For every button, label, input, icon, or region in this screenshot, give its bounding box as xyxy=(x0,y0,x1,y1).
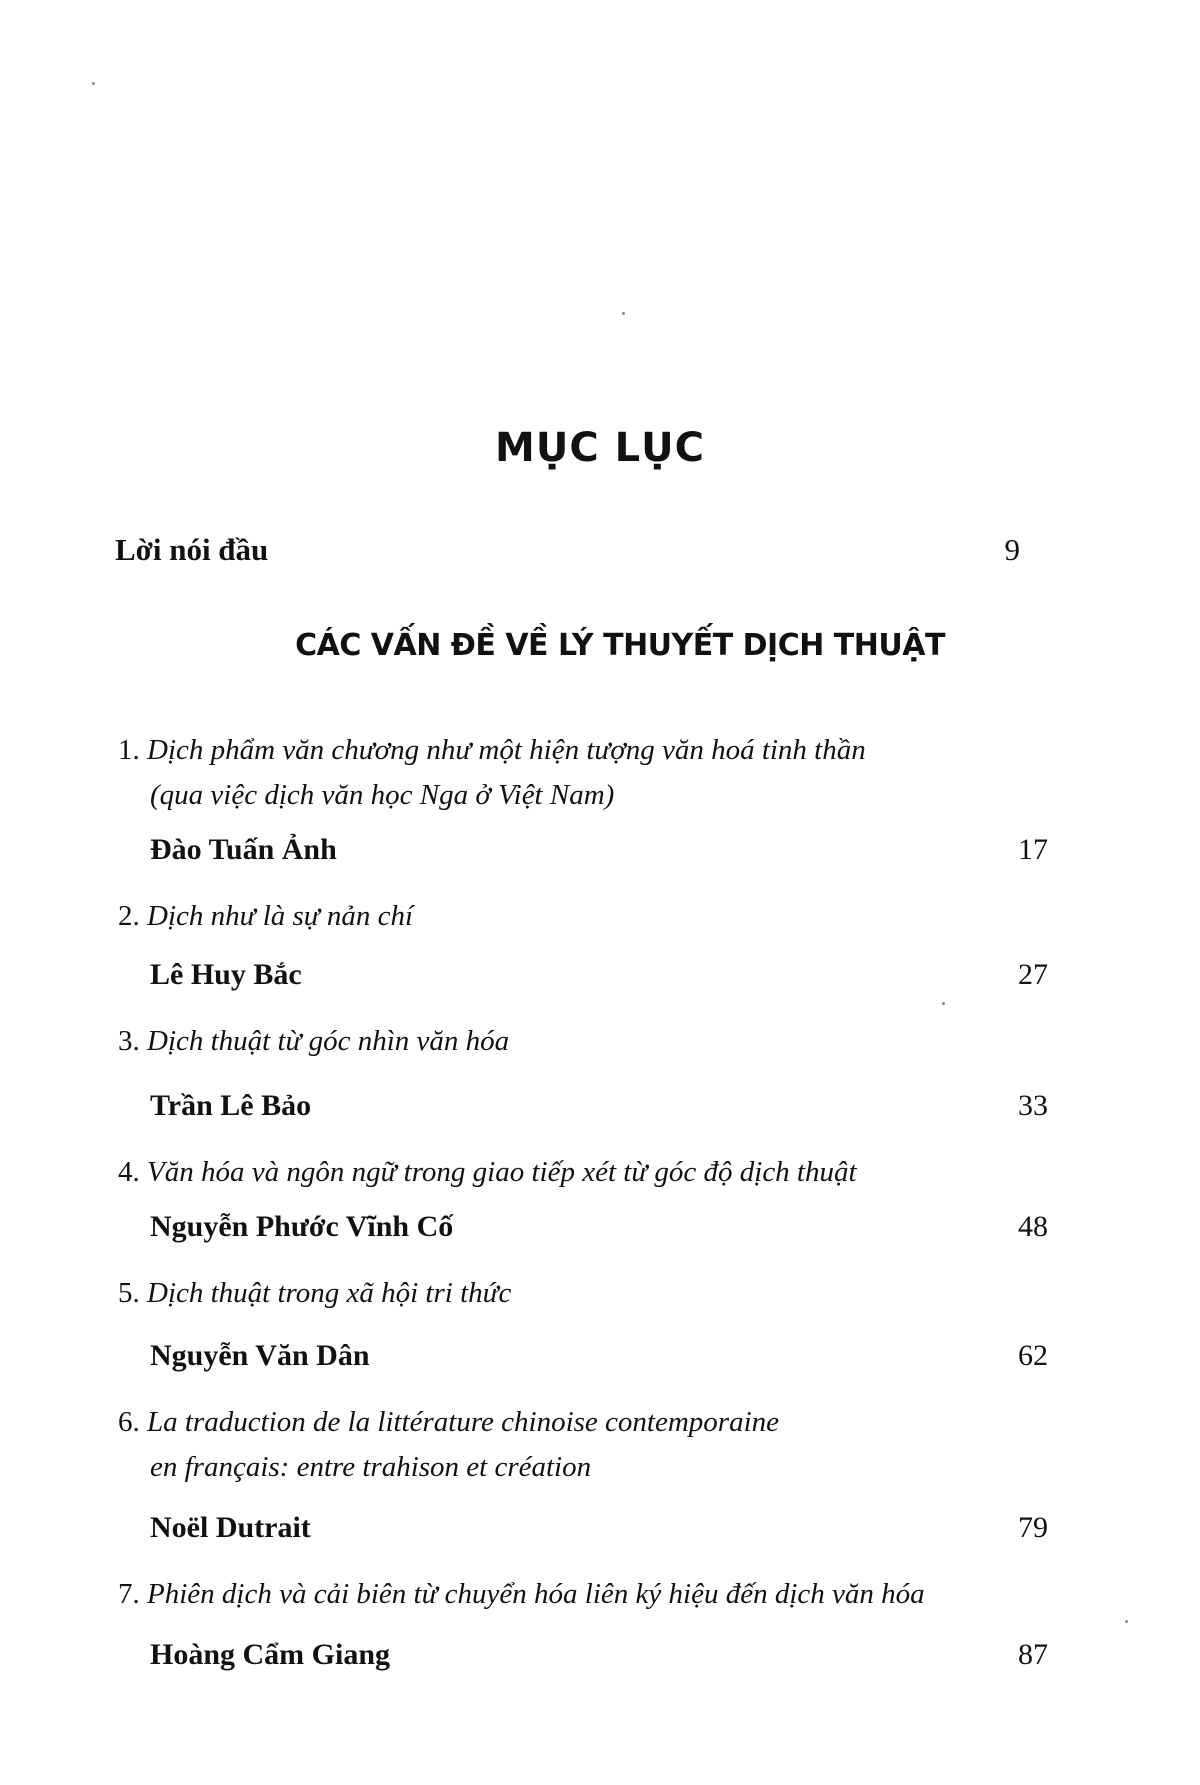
entry-title xyxy=(118,1019,1048,1064)
entry-author: Lê Huy Bắc xyxy=(150,958,302,991)
entry-number: 1. xyxy=(118,734,140,766)
entry-number: 6. xyxy=(118,1406,140,1438)
scan-speck xyxy=(622,312,625,315)
toc-entry[interactable] xyxy=(118,728,1048,874)
entry-number: 7. xyxy=(118,1578,140,1610)
entry-author-row xyxy=(118,1332,1048,1380)
entry-author: Trần Lê Bảo xyxy=(150,1089,312,1122)
toc-entry[interactable] xyxy=(118,1150,1048,1251)
toc-entry[interactable] xyxy=(118,1019,1048,1130)
entry-title xyxy=(118,894,1048,939)
entry-title xyxy=(118,728,1048,818)
entry-page: 48 xyxy=(1018,1210,1048,1243)
entry-author: Nguyễn Văn Dân xyxy=(150,1339,370,1372)
entry-page: 27 xyxy=(1018,958,1048,991)
scan-speck xyxy=(92,82,95,85)
entry-number: 2. xyxy=(118,900,140,932)
entry-author-row xyxy=(118,1504,1048,1552)
entry-page: 17 xyxy=(1018,833,1048,866)
entry-title xyxy=(118,1150,1048,1195)
entry-author: Noël Dutrait xyxy=(150,1511,311,1544)
entry-author-row xyxy=(118,1203,1048,1251)
entry-page: 79 xyxy=(1018,1511,1048,1544)
entry-number: 5. xyxy=(118,1277,140,1309)
entry-title-line: en français: entre trahison et création xyxy=(150,1451,592,1483)
toc-title: MỤC LỤC xyxy=(495,425,705,471)
entry-title-line: Phiên dịch và cải biên từ chuyển hóa liên ký hiệu đến dịch văn hóa xyxy=(147,1578,925,1610)
preface-label: Lời nói đầu xyxy=(115,532,269,567)
entry-title-line: Dịch thuật trong xã hội tri thức xyxy=(147,1277,512,1309)
entry-title xyxy=(118,1400,1048,1490)
entry-page: 33 xyxy=(1018,1089,1048,1122)
entry-author-row xyxy=(118,1082,1048,1130)
toc-entries xyxy=(118,728,1048,1679)
entry-title-line: Văn hóa và ngôn ngữ trong giao tiếp xét từ góc độ dịch thuật xyxy=(147,1156,857,1188)
entry-page: 62 xyxy=(1018,1339,1048,1372)
entry-author-row xyxy=(118,1631,1048,1679)
entry-title-line: (qua việc dịch văn học Nga ở Việt Nam) xyxy=(150,779,615,811)
entry-title-line: Dịch như là sự nản chí xyxy=(147,900,414,932)
entry-title xyxy=(118,1572,1048,1617)
entry-page: 87 xyxy=(1018,1638,1048,1671)
entry-author: Hoàng Cẩm Giang xyxy=(150,1638,391,1671)
entry-author-row xyxy=(118,951,1048,999)
scan-speck xyxy=(1125,1620,1128,1623)
entry-title xyxy=(118,1271,1048,1316)
section-heading: CÁC VẤN ĐỀ VỀ LÝ THUYẾT DỊCH THUẬT xyxy=(295,628,945,663)
entry-number: 3. xyxy=(118,1025,140,1057)
entry-author-row xyxy=(118,826,1048,874)
preface-page: 9 xyxy=(1004,532,1020,567)
toc-entry[interactable] xyxy=(118,894,1048,999)
entry-author: Nguyễn Phước Vĩnh Cố xyxy=(150,1210,454,1243)
toc-entry[interactable] xyxy=(118,1271,1048,1380)
toc-entry[interactable] xyxy=(118,1400,1048,1552)
entry-number: 4. xyxy=(118,1156,140,1188)
preface-row[interactable] xyxy=(115,532,1020,568)
entry-title-line: Dịch phẩm văn chương như một hiện tượng văn hoá tinh thần xyxy=(147,734,866,766)
entry-title-line: La traduction de la littérature chinoise contemporaine xyxy=(147,1406,780,1438)
toc-entry[interactable] xyxy=(118,1572,1048,1679)
entry-author: Đào Tuấn Ảnh xyxy=(150,833,337,866)
entry-title-line: Dịch thuật từ góc nhìn văn hóa xyxy=(147,1025,510,1057)
